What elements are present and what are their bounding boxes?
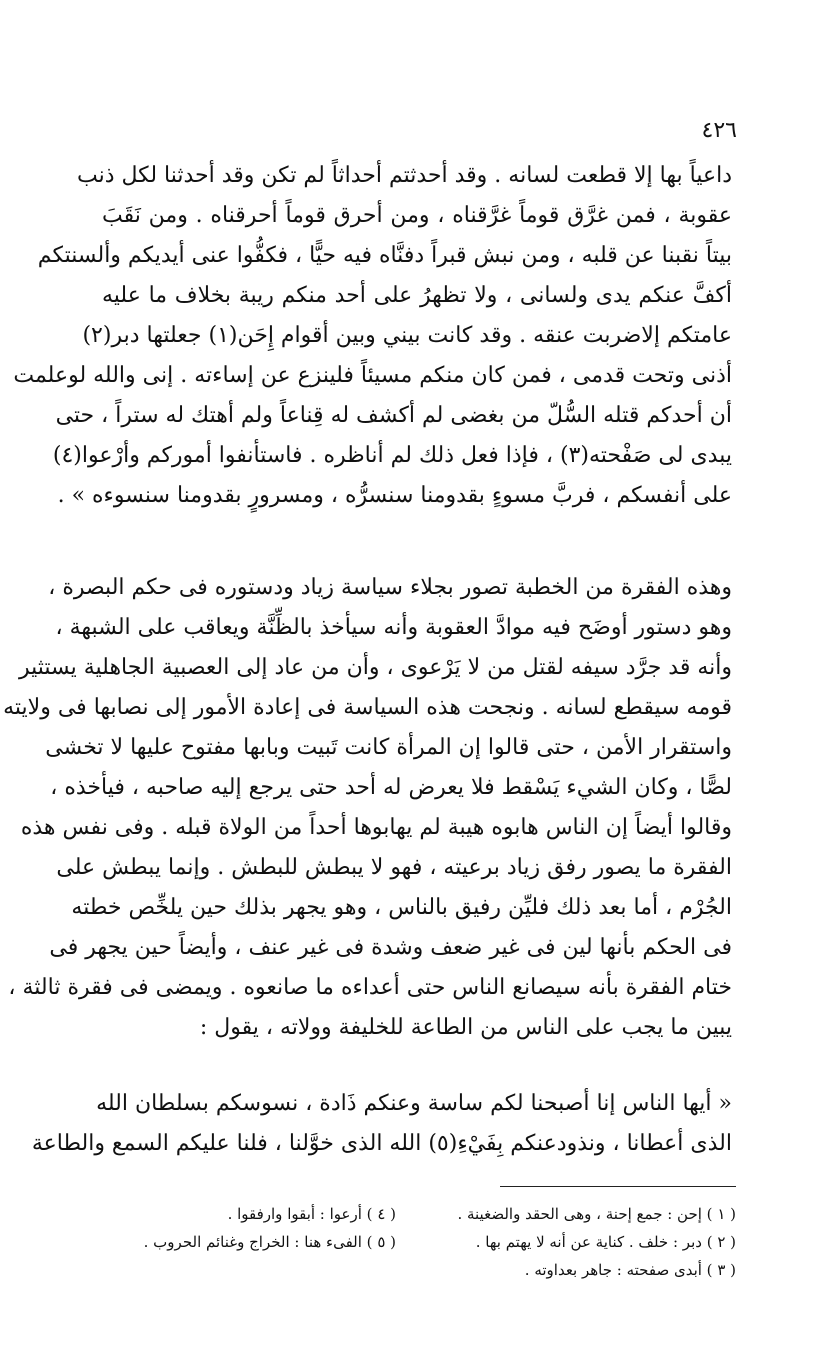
text-line: وهو دستور أوضَح فيه موادَّ العقوبة وأنه سيأخذ بالظِّنَّة ويعاقب على الشبهة ،	[55, 615, 732, 640]
text-line: داعياً بها إلا قطعت لسانه . وقد أحدثتم أحداثاً لم تكن وقد أحدثنا لكل ذنب	[77, 163, 732, 188]
text-line: أن أحدكم قتله السُّلّ من بغضى لم أكشف له قِناعاً ولم أهتك له ستراً ، حتى	[55, 403, 732, 428]
text-line: على أنفسكم ، فربَّ مسوءٍ بقدومنا سنسرُّه ، ومسرورٍ بقدومنا سنسوءه » .	[57, 483, 732, 508]
footnote: ( ٢ ) دبر : خلف . كناية عن أنه لا يهتم بها .	[475, 1233, 736, 1251]
quote-passage	[31, 1084, 732, 1164]
text-line: واستقرار الأمن ، حتى قالوا إن المرأة كانت تَبيت وبابها مفتوح عليها لا تخشى	[45, 735, 732, 760]
text-line: « أيها الناس إنا أصبحنا لكم ساسة وعنكم ذَادة ، نسوسكم بسلطان الله	[96, 1091, 732, 1116]
text-line: يبدى لى صَفْحته(٣) ، فإذا فعل ذلك لم أناظره . فاستأنفوا أموركم وأرْعوا(٤)	[52, 443, 732, 468]
text-line: الفقرة ما يصور رفق زياد برعيته ، فهو لا يبطش للبطش . وإنما يبطش على	[56, 855, 732, 880]
commentary-paragraph	[3, 568, 732, 1048]
text-line: ختام الفقرة بأنه سيصانع الناس حتى أعداءه ما صانعوه . ويمضى فى فقرة ثالثة ،	[8, 975, 732, 1000]
text-line: قومه سيقطع لسانه . ونجحت هذه السياسة فى إعادة الأمور إلى نصابها فى ولايته	[3, 695, 732, 720]
text-line: عامتكم إلاضربت عنقه . وقد كانت بيني وبين أقوام إِحَن(١) جعلتها دبر(٢)	[82, 323, 732, 348]
text-line: وهذه الفقرة من الخطبة تصور بجلاء سياسة زياد ودستوره فى حكم البصرة ،	[48, 575, 732, 600]
text-line: بيتاً نقبنا عن قلبه ، ومن نبش قبراً دفنَّاه فيه حيًّا ، فكفُّوا عنى أيديكم وألسنتكم	[37, 243, 732, 268]
footnote-divider	[500, 1186, 736, 1187]
footnote: ( ٣ ) أبدى صفحته : جاهر بعداوته .	[524, 1261, 736, 1279]
text-line: الذى أعطانا ، ونذودعنكم بِفَيْءِ(٥) الله الذى خوَّلنا ، فلنا عليكم السمع والطاعة	[31, 1131, 732, 1156]
footnote: ( ٥ ) الفىء هنا : الخراج وغنائم الحروب .	[143, 1233, 396, 1251]
text-line: لصًّا ، وكان الشيء يَسْقط فلا يعرض له أحد حتى يرجع إليه صاحبه ، فيأخذه ،	[50, 775, 732, 800]
footnote: ( ١ ) إحن : جمع إحنة ، وهى الحقد والضغينة .	[457, 1205, 736, 1223]
text-line: الجُرْم ، أما بعد ذلك فليِّن رفيق بالناس ، وهو يجهر بذلك حين يلخِّص خطته	[71, 895, 732, 920]
text-line: يبين ما يجب على الناس من الطاعة للخليفة وولاته ، يقول :	[199, 1015, 732, 1040]
footnotes-left-column	[136, 1200, 396, 1256]
footnotes-right-column	[406, 1200, 736, 1284]
text-line: فى الحكم بأنها لين فى غير ضعف وشدة فى غير عنف ، وأيضاً حين يجهر فى	[49, 935, 732, 960]
page-number: ٤٢٦	[701, 118, 737, 143]
text-line: وقالوا أيضاً إن الناس هابوه هيبة لم يهابوها أحداً من الولاة قبله . وفى نفس هذه	[20, 815, 732, 840]
text-line: أكفَّ عنكم يدى ولسانى ، ولا تظهرُ على أحد منكم ريبة بخلاف ما عليه	[102, 283, 732, 308]
footnote: ( ٤ ) أرعوا : أبقوا وارفقوا .	[227, 1205, 396, 1223]
quote-continuation	[13, 156, 732, 516]
text-line: وأنه قد جرَّد سيفه لقتل من لا يَرْعوى ، وأن من عاد إلى العصبية الجاهلية يستثير	[18, 655, 732, 680]
text-line: أذنى وتحت قدمى ، فمن كان منكم مسيئاً فلينزع عن إساءته . إنى والله لوعلمت	[13, 363, 732, 388]
text-line: عقوبة ، فمن غرَّق قوماً غرَّقناه ، ومن أحرق قوماً أحرقناه . ومن نَقَبَ	[102, 203, 732, 228]
